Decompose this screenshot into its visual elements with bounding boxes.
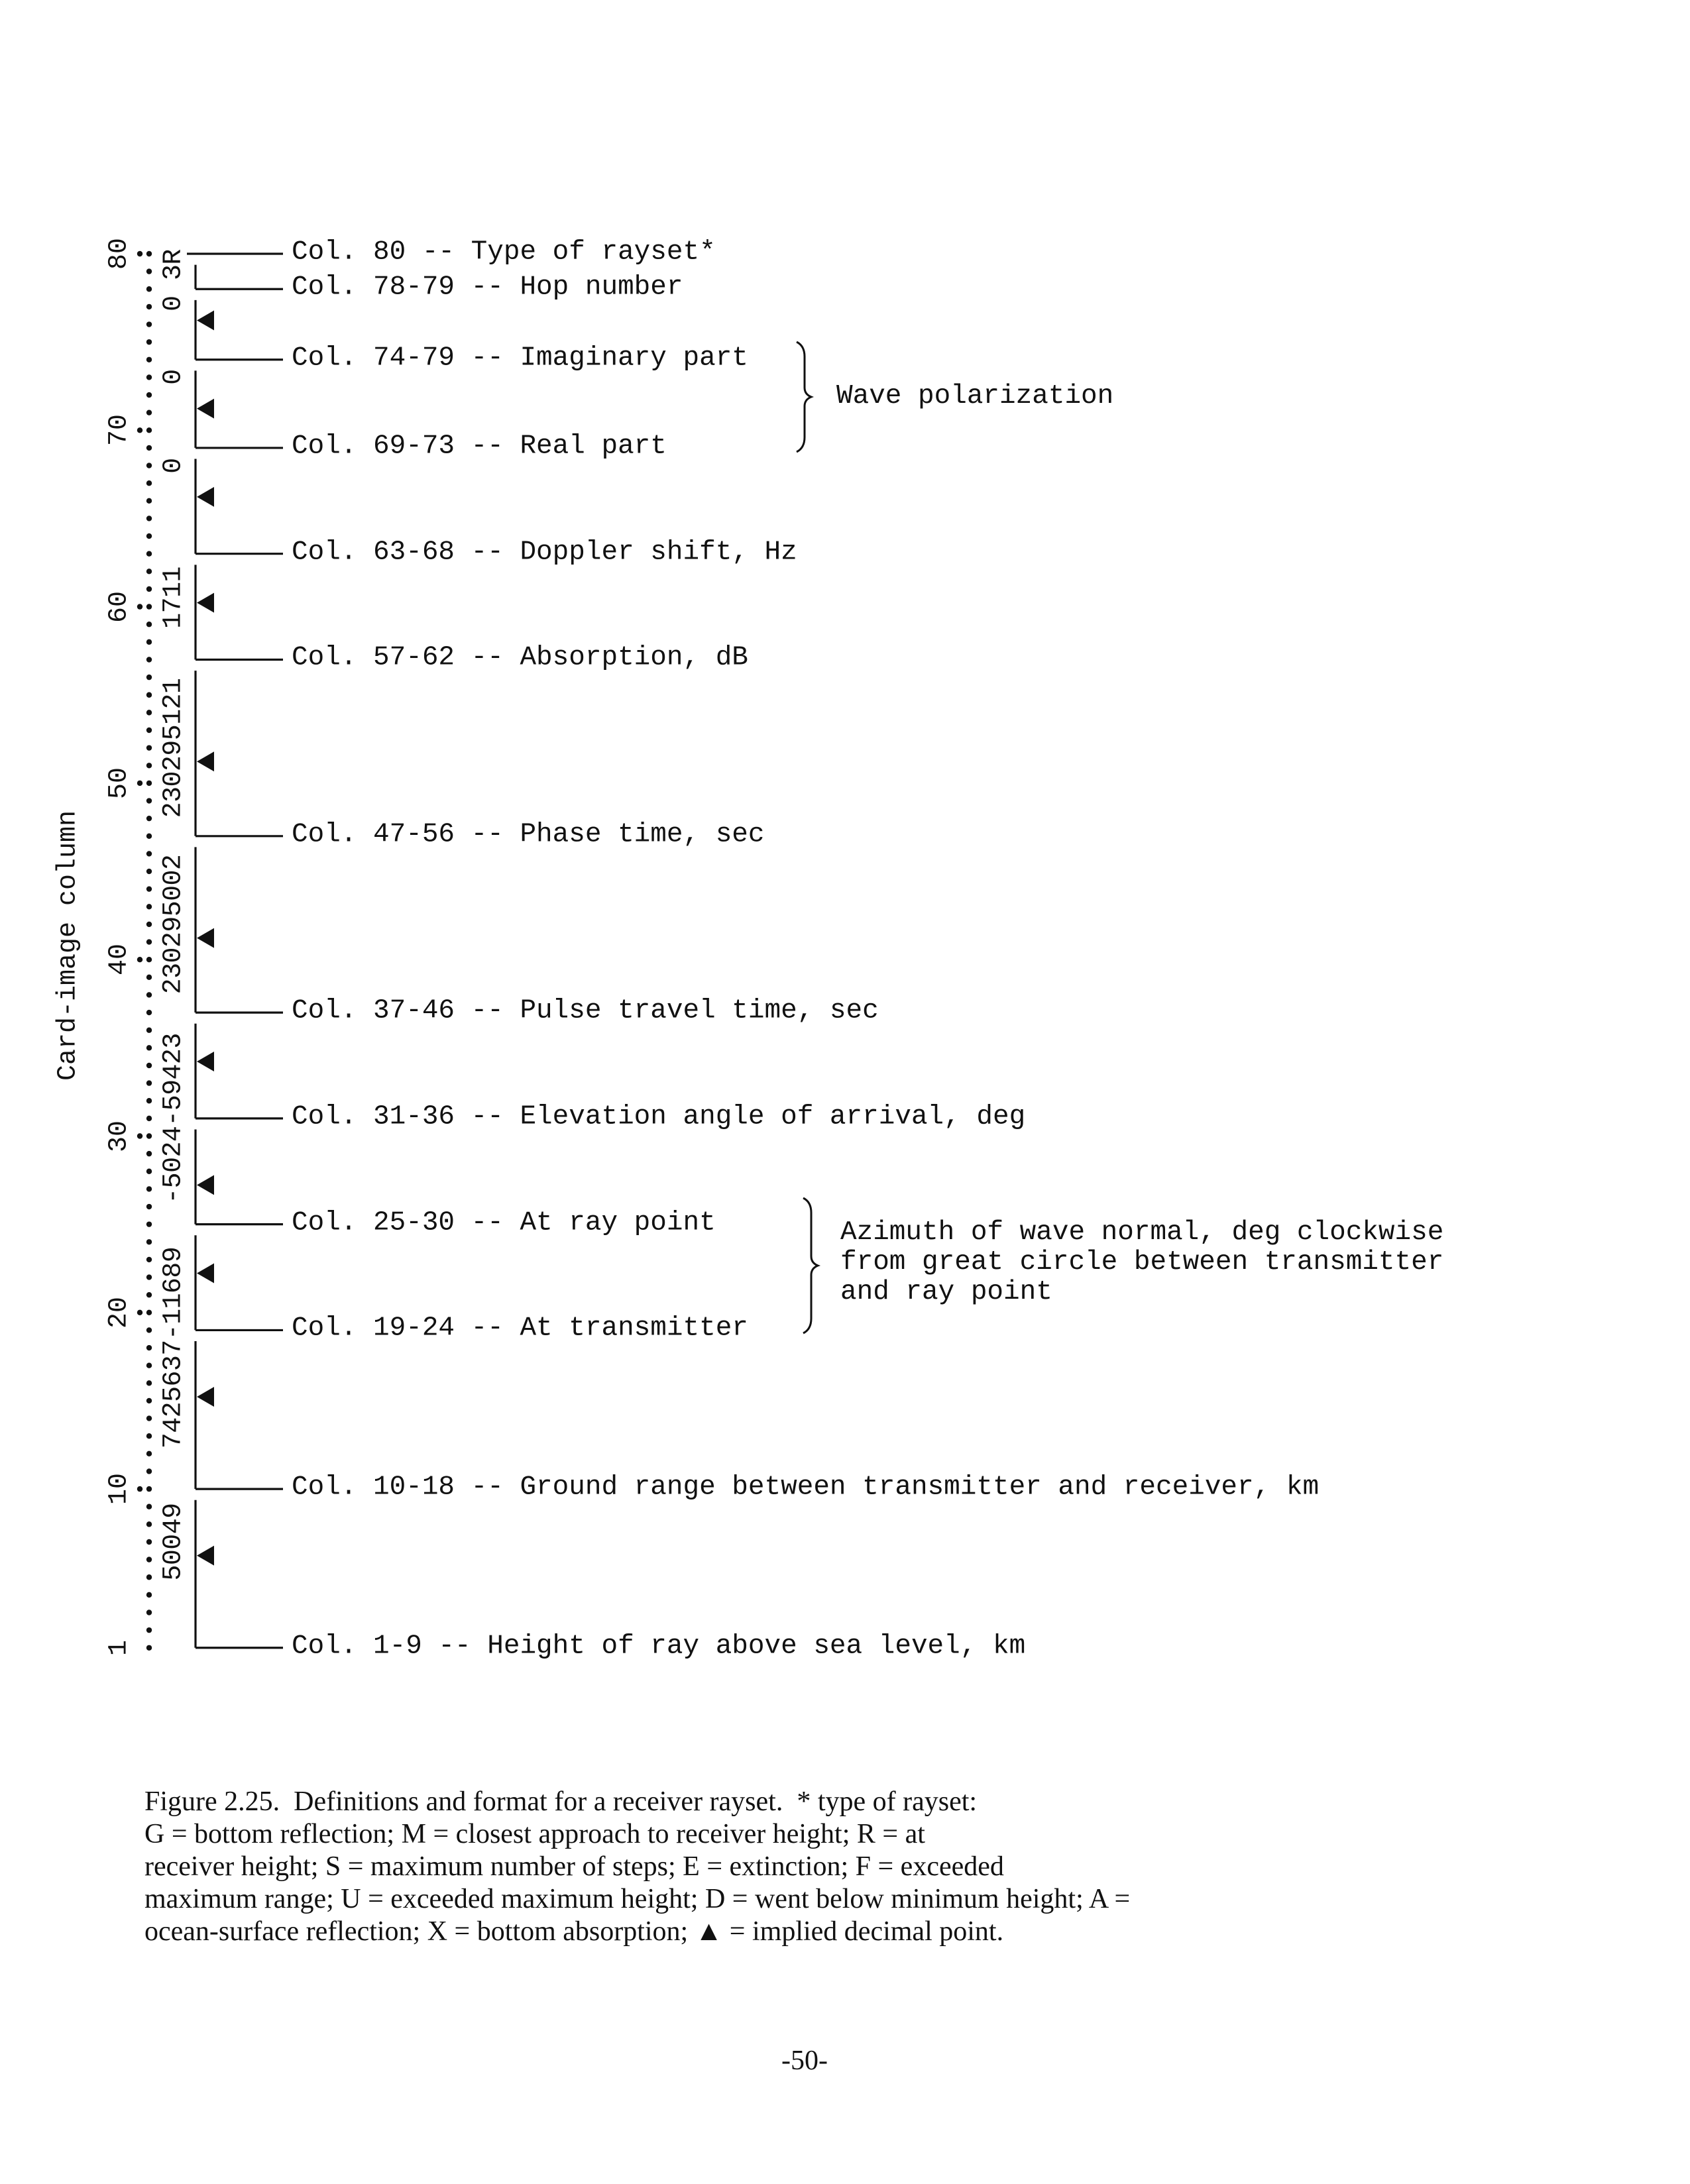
caption-line: maximum range; U = exceeded maximum height; D = went below minimum height; A = <box>144 1884 1131 1914</box>
column-dot <box>146 321 152 327</box>
axis-tick-label: 20 <box>104 1296 135 1329</box>
column-dot <box>146 816 152 821</box>
column-dot <box>146 781 152 786</box>
sample-card-value: 50049 <box>158 1503 189 1581</box>
column-dot <box>146 604 152 609</box>
column-dot <box>146 1468 152 1474</box>
caption-line: Figure 2.25. Definitions and format for a receiver rayset. * type of rayset: <box>144 1786 978 1817</box>
figure-caption <box>144 1786 1569 1948</box>
decimal-point-marker-icon <box>197 1175 214 1195</box>
tick-dot <box>137 251 142 256</box>
caption-line: ocean-surface reflection; X = bottom absorption; ▲ = implied decimal point. <box>144 1916 1004 1947</box>
column-dot <box>146 1486 152 1492</box>
field-label: Col. 63-68 -- Doppler shift, Hz <box>292 537 797 568</box>
sample-card-value: -5024-59423 <box>158 1033 189 1204</box>
column-dot <box>146 1345 152 1350</box>
column-dot <box>146 1169 152 1174</box>
column-dot <box>146 904 152 909</box>
column-dot <box>146 480 152 486</box>
column-dot <box>146 1204 152 1209</box>
tick-dot <box>137 957 142 962</box>
column-dot <box>146 939 152 944</box>
column-dot <box>146 1504 152 1509</box>
sample-card-value: 7425637-11689 <box>158 1246 189 1449</box>
decimal-point-marker-icon <box>197 311 214 331</box>
column-dot <box>146 533 152 539</box>
column-dot <box>146 869 152 874</box>
axis-tick-label: 60 <box>104 590 135 623</box>
sample-card-value: 1711 <box>158 567 189 629</box>
column-dot <box>146 339 152 345</box>
group-label-azimuth: Azimuth of wave normal, deg clockwise from great circle between transmitter and ray point <box>840 1217 1444 1307</box>
column-dot <box>146 1028 152 1033</box>
column-dot <box>146 1133 152 1138</box>
column-dot <box>146 1098 152 1103</box>
brace-wave-polarization <box>797 342 811 452</box>
tick-dot <box>137 604 142 609</box>
column-dot <box>146 975 152 980</box>
sample-card-value: 230295121 <box>158 678 189 818</box>
column-dot <box>146 445 152 451</box>
decimal-point-marker-icon <box>197 1546 214 1566</box>
axis-tick-label: 40 <box>104 944 135 976</box>
column-dot <box>146 851 152 856</box>
group-label-wave-polarization: Wave polarization <box>836 381 1114 411</box>
column-dot <box>146 1274 152 1280</box>
column-dot <box>146 745 152 750</box>
sample-card-value: 0 3R <box>158 249 189 311</box>
column-dot <box>146 1080 152 1085</box>
column-dot <box>146 1556 152 1562</box>
caption-line: receiver height; S = maximum number of steps; E = extinction; F = exceeded <box>144 1851 1004 1882</box>
column-dot <box>146 886 152 891</box>
tick-dot <box>137 1486 142 1492</box>
field-label: Col. 57-62 -- Absorption, dB <box>292 643 748 674</box>
column-dot <box>146 463 152 468</box>
column-dot <box>146 992 152 997</box>
column-dot <box>146 268 152 274</box>
sample-card-value: 230295002 <box>158 854 189 995</box>
sample-card-value: 0 <box>158 457 189 474</box>
axis-tick-label: 10 <box>104 1473 135 1505</box>
column-dot <box>146 1451 152 1456</box>
column-dot <box>146 1380 152 1386</box>
column-dot <box>146 586 152 592</box>
column-dot <box>146 304 152 309</box>
axis-label: Card-image column <box>53 810 84 1081</box>
tick-dot <box>137 427 142 433</box>
column-dot <box>146 763 152 768</box>
column-dot <box>146 1433 152 1439</box>
column-dot <box>146 1045 152 1050</box>
field-label: Col. 31-36 -- Elevation angle of arrival, deg <box>292 1101 1026 1132</box>
column-dot <box>146 1521 152 1527</box>
column-dot <box>146 286 152 292</box>
column-dot <box>146 1327 152 1333</box>
decimal-point-marker-icon <box>197 928 214 948</box>
field-label: Col. 78-79 -- Hop number <box>292 272 683 303</box>
column-dot <box>146 374 152 380</box>
column-dot <box>146 1221 152 1227</box>
axis-tick-label: 70 <box>104 414 135 447</box>
field-label: Col. 1-9 -- Height of ray above sea level, km <box>292 1631 1026 1662</box>
column-dot <box>146 410 152 415</box>
field-label: Col. 25-30 -- At ray point <box>292 1207 716 1238</box>
decimal-point-marker-icon <box>197 487 214 507</box>
axis-tick-label: 1 <box>104 1639 135 1656</box>
column-dot <box>146 427 152 433</box>
decimal-point-marker-icon <box>197 593 214 613</box>
column-dot <box>146 569 152 574</box>
decimal-point-marker-icon <box>197 1052 214 1071</box>
column-dot <box>146 1239 152 1244</box>
column-dot <box>146 1539 152 1545</box>
column-dot <box>146 639 152 645</box>
column-dot <box>146 1645 152 1651</box>
field-label: Col. 80 -- Type of rayset* <box>292 237 716 268</box>
tick-dot <box>137 781 142 786</box>
column-dot <box>146 1610 152 1615</box>
column-dot <box>146 1292 152 1297</box>
column-dot <box>146 1063 152 1068</box>
column-dot <box>146 957 152 962</box>
column-dot <box>146 728 152 733</box>
decimal-point-marker-icon <box>197 1387 214 1407</box>
tick-dot <box>137 1310 142 1315</box>
column-dot <box>146 1186 152 1191</box>
column-dot <box>146 1310 152 1315</box>
column-dot <box>146 1257 152 1262</box>
field-label: Col. 74-79 -- Imaginary part <box>292 343 748 374</box>
column-dot <box>146 834 152 839</box>
field-label: Col. 10-18 -- Ground range between transmitter and receiver, km <box>292 1472 1320 1503</box>
column-dot <box>146 1362 152 1368</box>
column-dot <box>146 1627 152 1633</box>
column-dot <box>146 1415 152 1421</box>
column-dot <box>146 357 152 362</box>
column-dot <box>146 622 152 627</box>
decimal-point-marker-icon <box>197 399 214 419</box>
column-dot <box>146 1398 152 1403</box>
column-dot <box>146 710 152 715</box>
field-label: Col. 69-73 -- Real part <box>292 431 667 462</box>
column-dot <box>146 392 152 398</box>
column-dot <box>146 251 152 256</box>
field-label: Col. 37-46 -- Pulse travel time, sec <box>292 995 879 1026</box>
caption-line: G = bottom reflection; M = closest approach to receiver height; R = at <box>144 1819 925 1849</box>
column-dot <box>146 675 152 680</box>
brace-azimuth <box>803 1198 818 1333</box>
field-label: Col. 47-56 -- Phase time, sec <box>292 819 765 850</box>
column-dot <box>146 498 152 504</box>
page-number: -50- <box>781 2046 828 2076</box>
field-label: Col. 19-24 -- At transmitter <box>292 1313 748 1344</box>
column-dot <box>146 551 152 557</box>
tick-dot <box>137 1133 142 1138</box>
column-dot <box>146 516 152 521</box>
column-dot <box>146 692 152 698</box>
column-dot <box>146 657 152 662</box>
axis-tick-label: 80 <box>104 237 135 270</box>
column-dot <box>146 798 152 803</box>
column-dot <box>146 922 152 927</box>
column-dot <box>146 1151 152 1156</box>
axis-tick-label: 50 <box>104 767 135 799</box>
decimal-point-marker-icon <box>197 751 214 771</box>
decimal-point-marker-icon <box>197 1264 214 1283</box>
column-dot <box>146 1592 152 1598</box>
sample-card-value: 0 <box>158 369 189 386</box>
column-dot <box>146 1010 152 1015</box>
column-dot <box>146 1574 152 1580</box>
axis-tick-label: 30 <box>104 1120 135 1152</box>
column-dot <box>146 1116 152 1121</box>
